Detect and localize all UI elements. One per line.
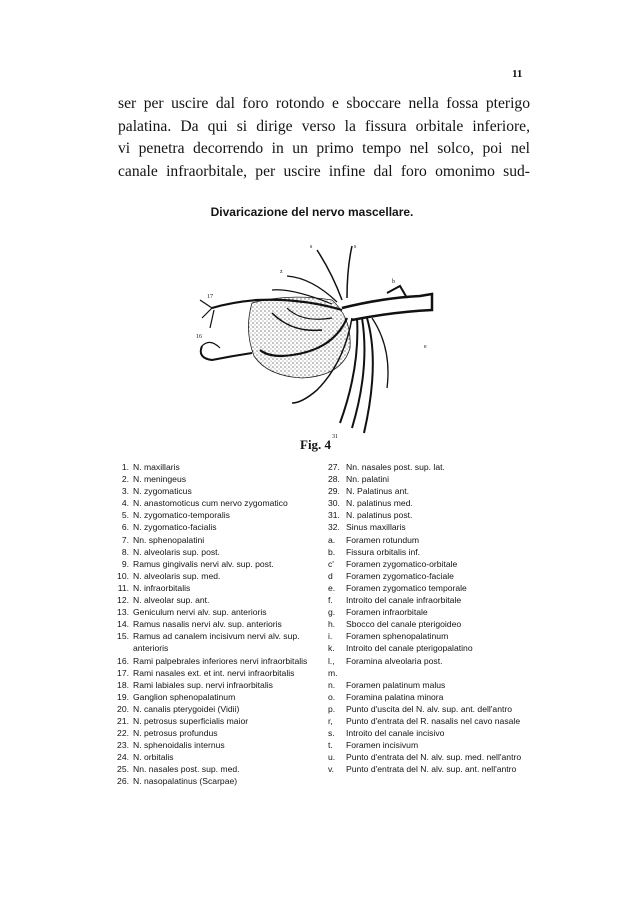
legend-item xyxy=(112,594,322,606)
legend-item xyxy=(328,546,528,558)
legend-text: N. infraorbitalis xyxy=(133,582,191,593)
svg-text:31: 31 xyxy=(332,434,338,440)
legend-key: 19. xyxy=(117,691,129,702)
legend-text: Foramen incisivum xyxy=(346,740,419,751)
legend-key: 24. xyxy=(117,752,129,763)
legend-item xyxy=(112,582,322,594)
legend-item xyxy=(328,715,528,727)
svg-text:s: s xyxy=(310,244,313,250)
legend-item xyxy=(328,739,528,751)
legend-text: Ganglion sphenopalatinum xyxy=(133,691,236,702)
legend-item xyxy=(328,618,528,630)
legend-text: N. alveolaris sup. post. xyxy=(133,546,220,557)
legend-item xyxy=(328,594,528,606)
legend-item xyxy=(328,679,528,691)
legend-text: Nn. nasales post. sup. lat. xyxy=(346,462,445,472)
legend-item xyxy=(328,691,528,703)
legend-key: 13. xyxy=(117,607,129,618)
legend-text: Rami palpebrales inferiores nervi infraorbitalis xyxy=(133,655,308,666)
legend-text: Nn. sphenopalatini xyxy=(133,534,205,545)
legend-text: Nn. nasales post. sup. med. xyxy=(133,764,240,775)
legend-key: v. xyxy=(328,764,335,775)
legend-item xyxy=(112,521,322,533)
svg-text:z: z xyxy=(280,269,283,275)
legend-key: f. xyxy=(328,595,333,606)
legend-text: N. alveolaris sup. med. xyxy=(133,570,221,581)
legend-text: N. alveolar sup. ant. xyxy=(133,595,210,606)
legend-text: Sbocco del canale pterigoideo xyxy=(346,619,462,630)
legend-item xyxy=(112,570,322,582)
legend-key: b. xyxy=(328,546,336,557)
legend-key: 29. xyxy=(328,486,340,497)
legend-item xyxy=(112,751,322,763)
legend-text: N. zygomatico-temporalis xyxy=(133,510,230,521)
body-line: ser per uscire dal foro rotondo e sboccare nella fossa pterigo xyxy=(118,95,530,112)
svg-text:17: 17 xyxy=(207,294,213,300)
legend-key: o. xyxy=(328,691,336,702)
legend-key: 26. xyxy=(117,776,129,787)
legend-key: 18. xyxy=(117,679,129,690)
legend-text: N. zygomaticus xyxy=(133,486,192,497)
legend-text: Punto d'entrata del N. alv. sup. med. nell'antro xyxy=(346,752,522,763)
legend-text: Rami nasales ext. et int. nervi infraorbitalis xyxy=(133,667,295,678)
legend-text: Foramen zygomatico-faciale xyxy=(346,570,454,581)
svg-text:e: e xyxy=(424,344,427,350)
legend-item xyxy=(112,497,322,509)
legend-item xyxy=(328,642,528,654)
legend-item xyxy=(328,558,528,570)
legend-key: 28. xyxy=(328,474,340,485)
legend-key: g. xyxy=(328,607,336,618)
legend-key: e. xyxy=(328,582,336,593)
legend-left-column xyxy=(112,461,322,788)
legend-text: Foramen zygomatico-orbitale xyxy=(346,558,458,569)
legend-item xyxy=(328,473,528,485)
legend-text: Foramina alveolaria post. xyxy=(346,655,443,666)
legend-key: 4. xyxy=(121,498,129,509)
legend-text: Foramen zygomatico temporale xyxy=(346,582,467,593)
legend-text: Punto d'uscita del N. alv. sup. ant. dell'antro xyxy=(346,703,513,714)
legend-key: 7. xyxy=(121,534,129,545)
legend-item xyxy=(328,727,528,739)
legend-item xyxy=(328,570,528,582)
legend-key: 25. xyxy=(117,764,129,775)
legend-item xyxy=(112,763,322,775)
legend-item xyxy=(328,606,528,618)
legend-text: Introito del canale incisivo xyxy=(346,728,445,739)
legend-item xyxy=(112,485,322,497)
legend-key: h. xyxy=(328,619,336,630)
legend-key: k. xyxy=(328,643,335,654)
legend-text: Foramina palatina minora xyxy=(346,691,444,702)
legend-text: Introito del canale infraorbitale xyxy=(346,595,462,606)
legend-key: a. xyxy=(328,534,336,545)
legend-text: Punto d'entrata del R. nasalis nel cavo nasale xyxy=(346,715,521,726)
legend-item xyxy=(112,461,322,473)
body-line: canale infraorbitale, per uscire infine dal foro omonimo sud- xyxy=(118,162,530,180)
legend-item xyxy=(112,655,322,667)
legend-key: 17. xyxy=(117,667,129,678)
legend-item xyxy=(112,691,322,703)
legend-item xyxy=(328,582,528,594)
svg-text:b: b xyxy=(392,279,395,285)
svg-text:s: s xyxy=(354,244,357,250)
legend-key: d xyxy=(328,570,333,581)
legend-key: n. xyxy=(328,679,336,690)
legend-text: N. canalis pterygoidei (Vidii) xyxy=(133,703,240,714)
legend-key: 3. xyxy=(121,486,129,497)
legend-item xyxy=(112,558,322,570)
body-paragraph xyxy=(118,93,530,183)
legend-text: N. nasopalatinus (Scarpae) xyxy=(133,776,238,787)
legend-key: r, xyxy=(328,715,333,726)
legend-key: u. xyxy=(328,752,336,763)
legend-item xyxy=(328,630,528,642)
legend-key: s. xyxy=(328,728,335,739)
svg-text:16: 16 xyxy=(196,334,202,340)
legend-key: 21. xyxy=(117,715,129,726)
legend-key: 22. xyxy=(117,728,129,739)
legend-text: N. anastomoticus cum nervo zygomatico xyxy=(133,498,288,509)
legend-key: i. xyxy=(328,631,333,642)
figure-caption: Divaricazione del nervo mascellare. xyxy=(210,205,414,219)
legend-item xyxy=(328,763,528,775)
legend-text: N. meningeus xyxy=(133,474,187,485)
legend-item xyxy=(328,461,528,473)
legend-key: 5. xyxy=(121,510,129,521)
legend-key: 11. xyxy=(117,582,129,593)
legend-text: N. petrosus profundus xyxy=(133,728,218,739)
legend-key: 15. xyxy=(117,631,129,642)
legend-text: N. sphenoidalis internus xyxy=(133,740,225,751)
legend-text: Rami labiales sup. nervi infraorbitalis xyxy=(133,679,273,690)
nerve-illustration xyxy=(192,238,442,443)
legend-text: N. maxillaris xyxy=(133,462,180,472)
legend-item xyxy=(328,655,528,679)
legend-item xyxy=(112,618,322,630)
legend-text: N. palatinus post. xyxy=(346,510,413,521)
legend-key: c' xyxy=(328,558,334,569)
legend-item xyxy=(328,497,528,509)
legend-item xyxy=(328,703,528,715)
legend-text: Ramus nasalis nervi alv. sup. anterioris xyxy=(133,619,282,630)
legend-key: 1. xyxy=(121,462,129,472)
legend-key: 12. xyxy=(117,595,129,606)
legend-item xyxy=(112,473,322,485)
legend-item xyxy=(112,727,322,739)
legend-item xyxy=(112,703,322,715)
body-line: palatina. Da qui si dirige verso la fissura orbitale inferiore, xyxy=(118,117,530,135)
legend-key: p. xyxy=(328,703,336,714)
legend-item xyxy=(112,775,322,787)
legend-item xyxy=(112,546,322,558)
legend-item xyxy=(328,534,528,546)
legend-item xyxy=(112,606,322,618)
legend-text: N. palatinus med. xyxy=(346,498,413,509)
legend-item xyxy=(328,509,528,521)
legend-text: Foramen rotundum xyxy=(346,534,420,545)
legend-text: N. Palatinus ant. xyxy=(346,486,410,497)
legend-text: Geniculum nervi alv. sup. anterioris xyxy=(133,607,267,618)
legend-key: 16. xyxy=(117,655,129,666)
legend-key: 2. xyxy=(121,474,129,485)
legend-text: Nn. palatini xyxy=(346,474,389,485)
legend-key: l., m. xyxy=(328,655,338,678)
legend-key: 8. xyxy=(121,546,129,557)
legend-text: Punto d'entrata del N. alv. sup. ant. nell'antro xyxy=(346,764,517,775)
legend-item xyxy=(112,630,322,654)
page-number: 11 xyxy=(512,68,523,80)
legend-text: Foramen sphenopalatinum xyxy=(346,631,449,642)
legend-right-column xyxy=(328,461,528,775)
legend-key: 9. xyxy=(121,558,129,569)
legend-item xyxy=(328,751,528,763)
legend-item xyxy=(112,679,322,691)
legend-key: t. xyxy=(328,740,333,751)
legend-text: Foramen infraorbitale xyxy=(346,607,428,618)
legend-item xyxy=(328,485,528,497)
legend-text: Introito del canale pterigopalatino xyxy=(346,643,473,654)
legend-key: 6. xyxy=(121,522,129,533)
legend-key: 31. xyxy=(328,510,340,521)
legend-item xyxy=(112,715,322,727)
figure-label: Fig. 4 xyxy=(300,437,332,452)
legend-key: 23. xyxy=(117,740,129,751)
legend-key: 27. xyxy=(328,462,340,472)
legend-text: N. petrosus superficialis maior xyxy=(133,715,249,726)
legend-key: 14. xyxy=(117,619,129,630)
legend-text: Foramen palatinum malus xyxy=(346,679,446,690)
legend-item xyxy=(112,534,322,546)
legend-key: 32. xyxy=(328,522,340,533)
legend-item xyxy=(112,667,322,679)
legend-key: 10. xyxy=(117,570,129,581)
body-line: vi penetra decorrendo in un primo tempo nel solco, poi nel xyxy=(118,140,530,157)
legend-text: N. zygomatico-facialis xyxy=(133,522,217,533)
legend-key: 30. xyxy=(328,498,340,509)
legend-item xyxy=(328,521,528,533)
legend-text: Fissura orbitalis inf. xyxy=(346,546,421,557)
legend-item xyxy=(112,509,322,521)
legend-text: Ramus ad canalem incisivum nervi alv. sup. anterioris xyxy=(133,631,300,654)
legend-text: N. orbitalis xyxy=(133,752,174,763)
legend-item xyxy=(112,739,322,751)
legend-text: Sinus maxillaris xyxy=(346,522,406,533)
legend-key: 20. xyxy=(117,703,129,714)
legend-text: Ramus gingivalis nervi alv. sup. post. xyxy=(133,558,274,569)
